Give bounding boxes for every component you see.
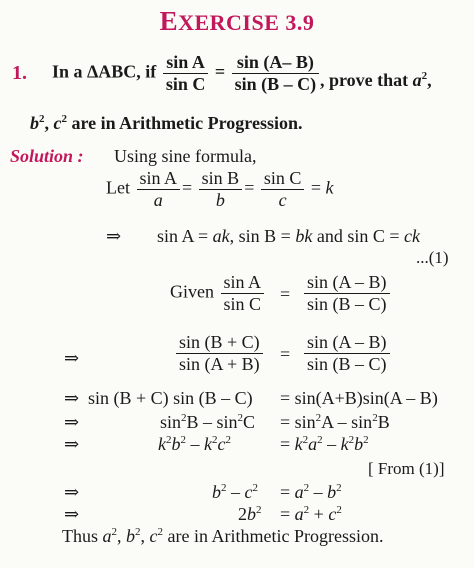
- implies-line: sin A = ak, sin B = bk and sin C = ck: [157, 226, 420, 246]
- step5-left: $k^2b^2 - k^2c^2$: [158, 434, 231, 454]
- step6-left: $b^2 - c^2$: [212, 482, 258, 502]
- conclusion-line: Thus $a^2$, $b^2$, $c^2$ are in Arithmetic Progression.: [62, 526, 384, 546]
- step7-right: = $a^2 + c^2$: [280, 504, 342, 524]
- solution-intro: Using sine formula,: [114, 146, 257, 166]
- sine-rule-c: $\frac{\text{sin C}}{c}$: [261, 168, 305, 210]
- implies-arrow-1: ⇒: [106, 226, 122, 246]
- implies-arrow-5: ⇒: [64, 434, 80, 454]
- given-right-fraction: $\frac{\sin (A - B)}{\sin (B - C)}$: [304, 272, 390, 314]
- implies-arrow-6: ⇒: [64, 482, 80, 502]
- implies-arrow-2: ⇒: [64, 348, 80, 368]
- step2-equals: =: [280, 344, 291, 364]
- implies-arrow-7: ⇒: [64, 504, 80, 524]
- implies-arrow-4: ⇒: [64, 412, 80, 432]
- step3-left: sin (B + C) sin (B – C): [88, 388, 253, 408]
- question-fraction-1: $\frac{\text{sin A}}{\text{sin C}}$: [163, 52, 209, 94]
- step2-left-fraction: $\frac{\sin (B + C)}{\sin (A + B)}$: [176, 332, 263, 374]
- equation-ref-1: ...(1): [416, 248, 449, 267]
- given-line: Given $\frac{\text{sin A}}{\text{sin C}}$: [170, 272, 266, 314]
- question-fraction-2: $\frac{\sin (A- B)}{\sin (B - C)}$: [232, 52, 320, 94]
- question-line-1: In a ΔABC, if $\frac{\text{sin A}}{\text{sin C}}$ = $\frac{\sin (A- B)}{\sin (B - C)}$: [52, 52, 321, 94]
- from-reference: [ From (1)]: [368, 459, 445, 478]
- solution-label: Solution :: [10, 146, 84, 166]
- sine-rule-line: Let $\frac{\text{sin A}}{a}$ = $\frac{\text{sin B}}{b}$ = $\frac{\text{sin C}}{c}$ = k: [106, 168, 334, 210]
- given-right: [302, 272, 392, 314]
- sine-rule-b: $\frac{\text{sin B}}{b}$: [199, 168, 243, 210]
- step2-right-fraction: $\frac{\sin (A - B)}{\sin (B - C)}$: [304, 332, 390, 374]
- step7-left: $2b^2$: [238, 504, 262, 524]
- step4-left: $\sin^2B - \sin^2C$: [160, 412, 256, 432]
- given-equals: =: [280, 284, 291, 304]
- step2-right: [302, 332, 392, 374]
- exercise-title: EXERCISE 3.9: [159, 6, 315, 36]
- step5-right: = $k^2a^2 - k^2b^2$: [280, 434, 369, 454]
- question-tail-1: , prove that $a^2$,: [320, 70, 432, 90]
- sine-rule-a: $\frac{\text{sin A}}{a}$: [137, 168, 181, 210]
- step2-left: [174, 332, 265, 374]
- given-left-fraction: $\frac{\text{sin A}}{\text{sin C}}$: [221, 272, 265, 314]
- step4-right: = $\sin^2A - \sin^2B$: [280, 412, 390, 432]
- implies-arrow-3: ⇒: [64, 388, 80, 408]
- question-tail-2: $b^2$, $c^2$ are in Arithmetic Progression.: [30, 113, 303, 133]
- step6-right: = $a^2 - b^2$: [280, 482, 342, 502]
- question-number: 1.: [12, 62, 27, 84]
- step3-right: = sin(A+B)sin(A – B): [280, 388, 438, 408]
